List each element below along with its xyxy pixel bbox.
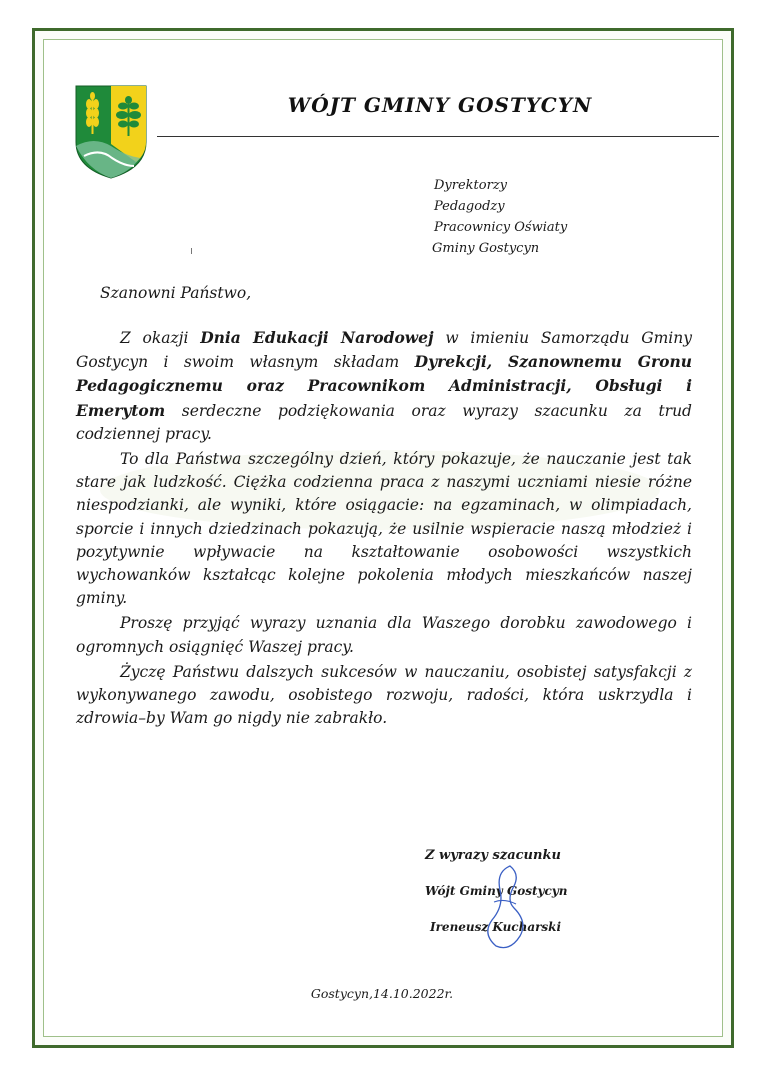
recipient-line: Pracownicy Oświaty: [434, 220, 568, 235]
closing-phrase: Z wyrazy szacunku: [425, 848, 561, 863]
recipient-line: Pedagodzy: [434, 199, 505, 214]
recipient-line: Gminy Gostycyn: [432, 241, 540, 256]
stray-mark: [191, 248, 192, 254]
salutation: Szanowni Państwo,: [100, 284, 252, 302]
signer-name: Ireneusz Kucharski: [430, 920, 562, 934]
emphasis-recipients: Dyrekcji, Szanownemu Gronu Pedagogicznemu oraz Pracownikom Administracji, Obsługi i Emerytom: [76, 352, 692, 420]
handwritten-signature: [470, 862, 534, 952]
letter-body: [76, 326, 692, 730]
coat-of-arms-icon: [74, 84, 148, 180]
recipient-line: Dyrektorzy: [434, 178, 508, 193]
paragraph-1-text: w imieniu Samorządu Gminy Gostycyn i swoim własnym składam: [76, 329, 693, 372]
emphasis-holiday: Dnia Edukacji Narodowej: [200, 328, 434, 347]
recipients-block: [434, 175, 567, 259]
paragraph-3: Proszę przyjąć wyrazy uznania dla Waszego dorobku zawodowego i ogromnych osiągnięć Waszej pracy.: [76, 614, 692, 656]
paragraph-1-text: Z okazji: [120, 329, 189, 347]
signer-title: Wójt Gminy Gostycyn: [425, 884, 568, 898]
page-title: WÓJT GMINY GOSTYCYN: [287, 93, 593, 117]
title-underline: [157, 136, 719, 137]
paragraph-1-text: serdeczne podziękowania oraz wyrazy szacunku za trud codziennej pracy.: [76, 401, 692, 443]
paragraph-1: [76, 326, 692, 446]
paragraph-4: Życzę Państwu dalszych sukcesów w nauczaniu, osobistej satysfakcji z wykonywanego zawodu, osobistego rozwoju, radości, która uskrzydla i zdrowia–by Wam go nigdy nie zabrakło.: [76, 662, 692, 728]
paragraph-2: To dla Państwa szczególny dzień, który pokazuje, że nauczanie jest tak stare jak ludzkość. Ciężka codzienna praca z naszymi uczniami niesie różne niespodzianki, ale wyniki, które osiągacie: na egzaminach, w olimpiadach, sporcie i innych dziedzinach pokazują, że usilnie wspieracie naszą młodzież i pozytywnie wpływacie na kształtowanie osobowości wszystkich wychowanków kształcąc kolejne pokolenia młodych mieszkańców naszej gminy.: [76, 450, 692, 608]
place-and-date: Gostycyn,14.10.2022r.: [310, 986, 454, 1001]
